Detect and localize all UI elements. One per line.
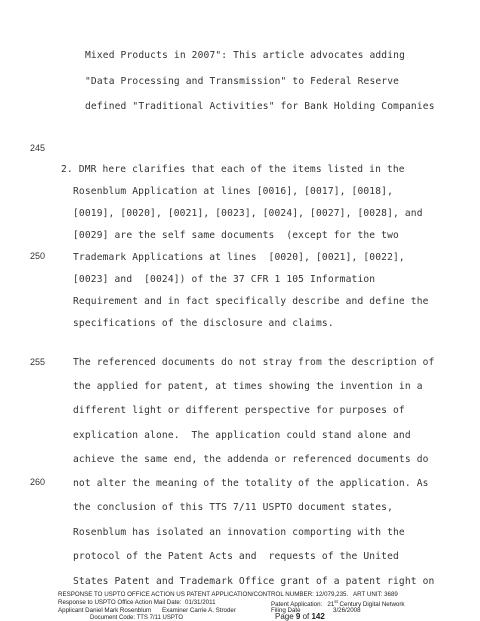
body-line: Rosenblum has isolated an innovation comporting with the [73,527,405,538]
body-line: Requirement and in fact specifically describe and define the [73,296,429,307]
line-number: 255 [30,357,46,367]
footer-applicant: Applicant Daniel Mark Rosenblum [58,607,152,614]
body-line: Trademark Applications at lines [0020], [0021], [0022], [73,252,405,263]
body-line: 2. DMR here clarifies that each of the items listed in the [61,164,405,175]
body-line: specifications of the disclosure and claims. [73,318,334,329]
line-number: 245 [30,143,46,153]
body-line: the conclusion of this TTS 7/11 USPTO document states, [73,502,393,513]
line-number: 260 [30,477,46,487]
body-line: defined "Traditional Activities" for Bank Holding Companies [85,101,435,112]
body-line: States Patent and Trademark Office grant of a patent right on [73,576,435,587]
body-line: different light or different perspective for purposes of [73,405,405,416]
body-line: protocol of the Patent Acts and requests of the United [73,551,399,562]
body-line: [0023] and [0024]) of the 37 CFR 1 105 Information [73,274,376,285]
footer-mail-date: Response to USPTO Office Action Mail Date: 01/31/2011 [58,599,216,606]
footer-examiner: Examiner Carrie A. Stroder [162,607,236,614]
body-line: achieve the same end, the addenda or referenced documents do [73,454,429,465]
page-number [275,612,325,621]
body-line: [0019], [0020], [0021], [0023], [0024], [0027], [0028], and [73,208,423,219]
current-page: 9 [295,612,301,621]
total-pages: 142 [311,612,325,621]
body-line: the applied for patent, at times showing the invention in a [73,381,423,392]
body-line: not alter the meaning of the totality of the application. As [73,478,429,489]
body-line: Mixed Products in 2007": This article advocates adding [85,50,405,61]
line-number: 250 [30,251,46,261]
footer-filing-date: 3/26/2008 [333,607,361,614]
body-line: [0029] are the self same documents (except for the two [73,230,399,241]
body-line: The referenced documents do not stray from the description of [73,357,435,368]
page-of: of [300,612,312,621]
body-line: "Data Processing and Transmission" to Federal Reserve [85,76,400,87]
footer-patent-application-title: Century Digital Network [337,601,405,609]
footer-filing-date-label: Filing Date [271,607,301,614]
body-line: Rosenblum Application at lines [0016], [0017], [0018], [73,186,393,197]
footer-document-code: Document Code: TTS 7/11 USPTO [90,615,184,621]
body-line: explication alone. The application could stand alone and [73,430,411,441]
footer-superscript: st [334,599,338,604]
footer-patent-application-label: Patent Application: 21 [271,601,335,609]
page-label: Page [275,612,296,621]
footer-control-number: RESPONSE TO USPTO OFFICE ACTION US PATENT APPLICATION/CONTROL NUMBER: 12/079,235. ART UNIT: 3689 [58,591,398,598]
